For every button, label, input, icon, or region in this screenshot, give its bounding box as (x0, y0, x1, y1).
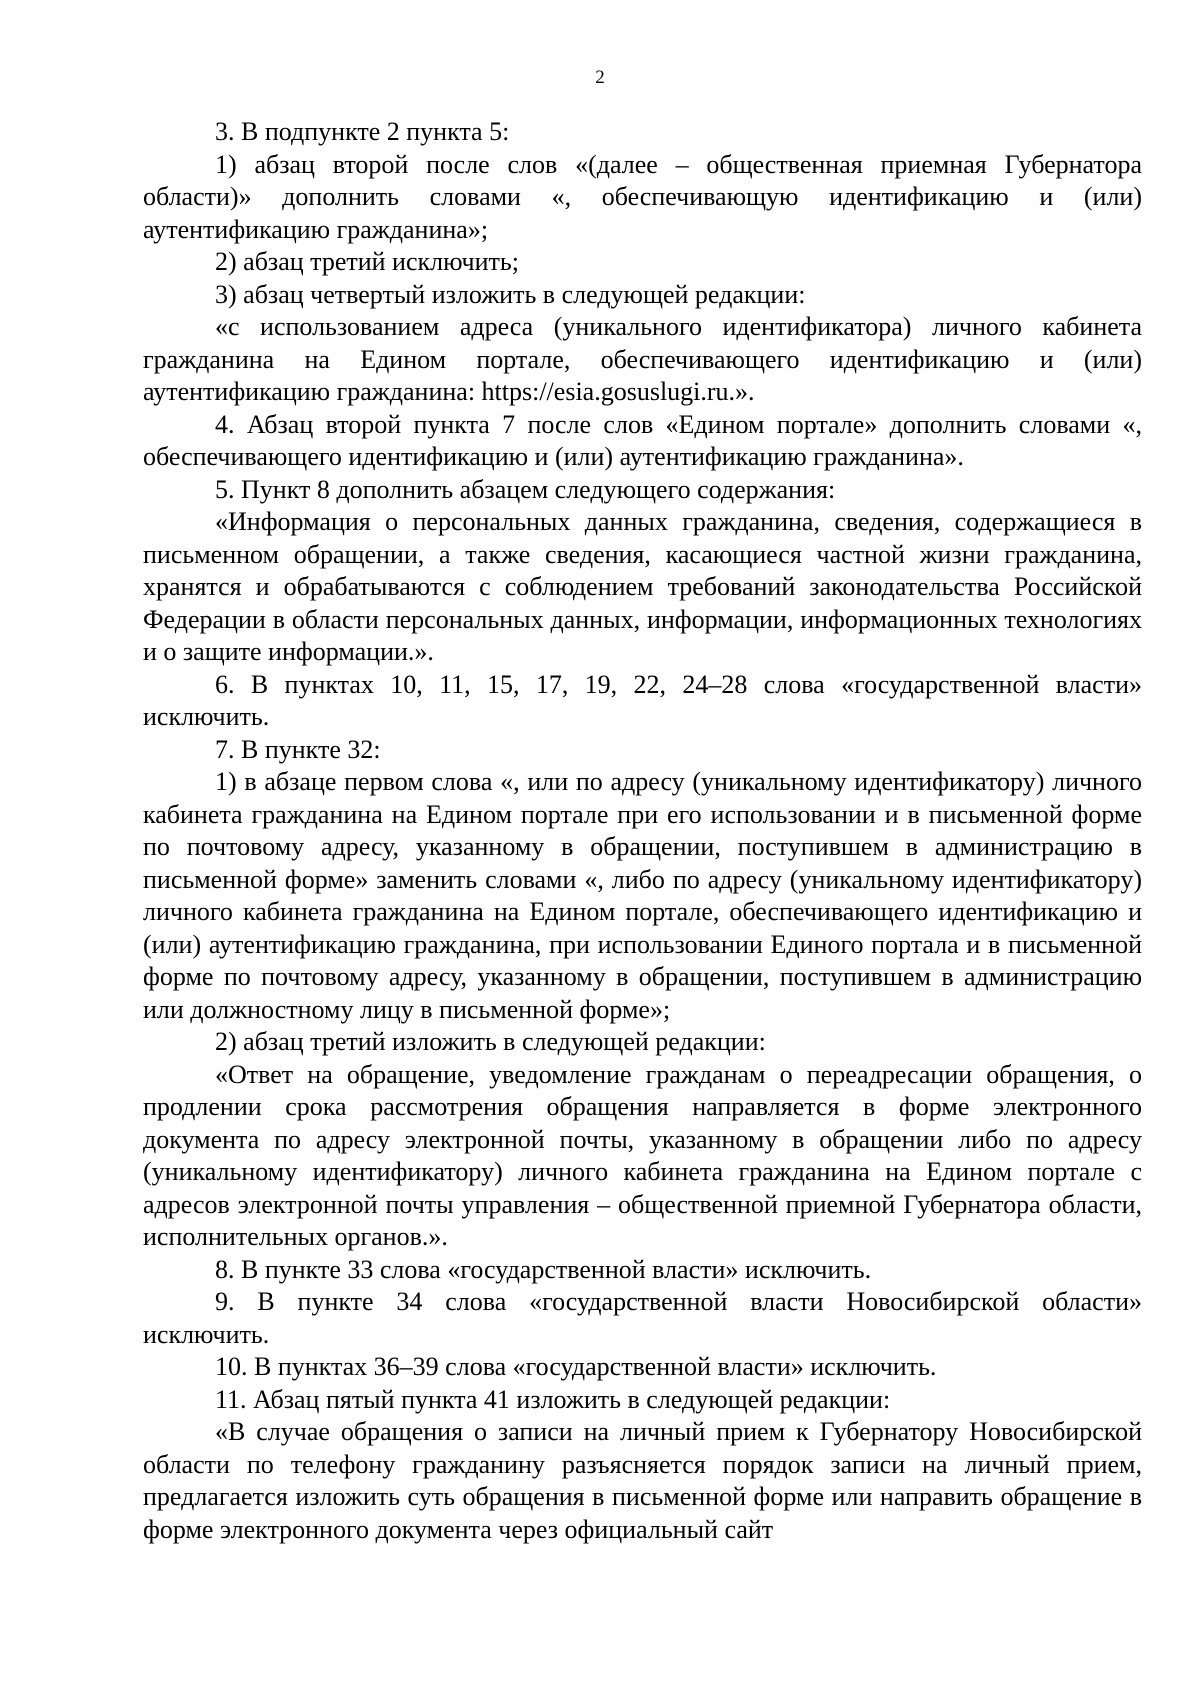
paragraph-item-5: 5. Пункт 8 дополнить абзацем следующего содержания: (215, 474, 836, 504)
paragraph-item-6: 6. В пунктах 10, 11, 15, 17, 19, 22, 24–28 слова «государственной власти» исключить. (143, 669, 1142, 731)
paragraph-item-3: 3. В подпункте 2 пункта 5: (215, 117, 510, 146)
paragraph-subitem-2: 2) абзац третий изложить в следующей редакции: (215, 1027, 766, 1056)
paragraph-quoted-text: «Информация о персональных данных гражданина, сведения, содержащиеся в письменном обращении, а также сведения, касающиеся частной жизни гражданина, хранятся и обрабатываются с соблюдением требований законодательства Российской Федерации в области персональных данных, информации, информационных технологиях и о защите информации.». (143, 507, 1142, 666)
paragraph-subitem-2: 2) абзац третий исключить; (215, 247, 519, 276)
document-body (143, 116, 1142, 1546)
paragraph-subitem-1: 1) абзац второй после слов «(далее – общественная приемная Губернатора области)» дополнить словами «, обеспечивающую идентификацию и (или) аутентификацию гражданина»; (143, 149, 1142, 244)
paragraph-item-11: 11. Абзац пятый пункта 41 изложить в следующей редакции: (215, 1384, 891, 1414)
paragraph-item-9: 9. В пункте 34 слова «государственной власти Новосибирской области» исключить. (143, 1287, 1142, 1349)
page-number: 2 (595, 67, 605, 88)
paragraph-quoted-text: «с использованием адреса (уникального идентификатора) личного кабинета гражданина на Едином портале, обеспечивающего идентификацию и (или) аутентификацию гражданина: https://esia.gosuslugi.ru.». (143, 312, 1142, 406)
paragraph-quoted-text: «Ответ на обращение, уведомление гражданам о переадресации обращения, о продлении срока рассмотрения обращения направляется в форме электронного документа по адресу электронной почты, указанному в обращении либо по адресу (уникальному идентификатору) личного кабинета гражданина на Едином портале с адресов электронной почты управления – общественной приемной Губернатора области, исполнительных органов.». (143, 1059, 1142, 1251)
paragraph-item-7: 7. В пункте 32: (215, 734, 381, 764)
paragraph-item-10: 10. В пунктах 36–39 слова «государственной власти» исключить. (215, 1352, 937, 1381)
paragraph-subitem-1: 1) в абзаце первом слова «, или по адресу (уникальному идентификатору) личного кабинета гражданина на Едином портале при его использовании и в письменной форме по почтовому адресу, указанному в обращении, поступившем в администрацию в письменной форме» заменить словами «, либо по адресу (уникальному идентификатору) личного кабинета гражданина на Едином портале, обеспечивающего идентификацию и (или) аутентификацию гражданина, при использовании Единого портала и в письменной форме по почтовому адресу, указанному в обращении, поступившем в администрацию или должностному лицу в письменной форме»; (143, 767, 1142, 1024)
paragraph-item-4: 4. Абзац второй пункта 7 после слов «Едином портале» дополнить словами «, обеспечивающего идентификацию и (или) аутентификацию гражданина». (143, 409, 1142, 471)
paragraph-quoted-text: «В случае обращения о записи на личный прием к Губернатору Новосибирской области по телефону гражданину разъясняется порядок записи на личный прием, предлагается изложить суть обращения в письменной форме или направить обращение в форме электронного документа через официальный сайт (143, 1417, 1142, 1544)
paragraph-item-8: 8. В пункте 33 слова «государственной власти» исключить. (215, 1254, 872, 1284)
paragraph-subitem-3: 3) абзац четвертый изложить в следующей редакции: (215, 279, 806, 309)
